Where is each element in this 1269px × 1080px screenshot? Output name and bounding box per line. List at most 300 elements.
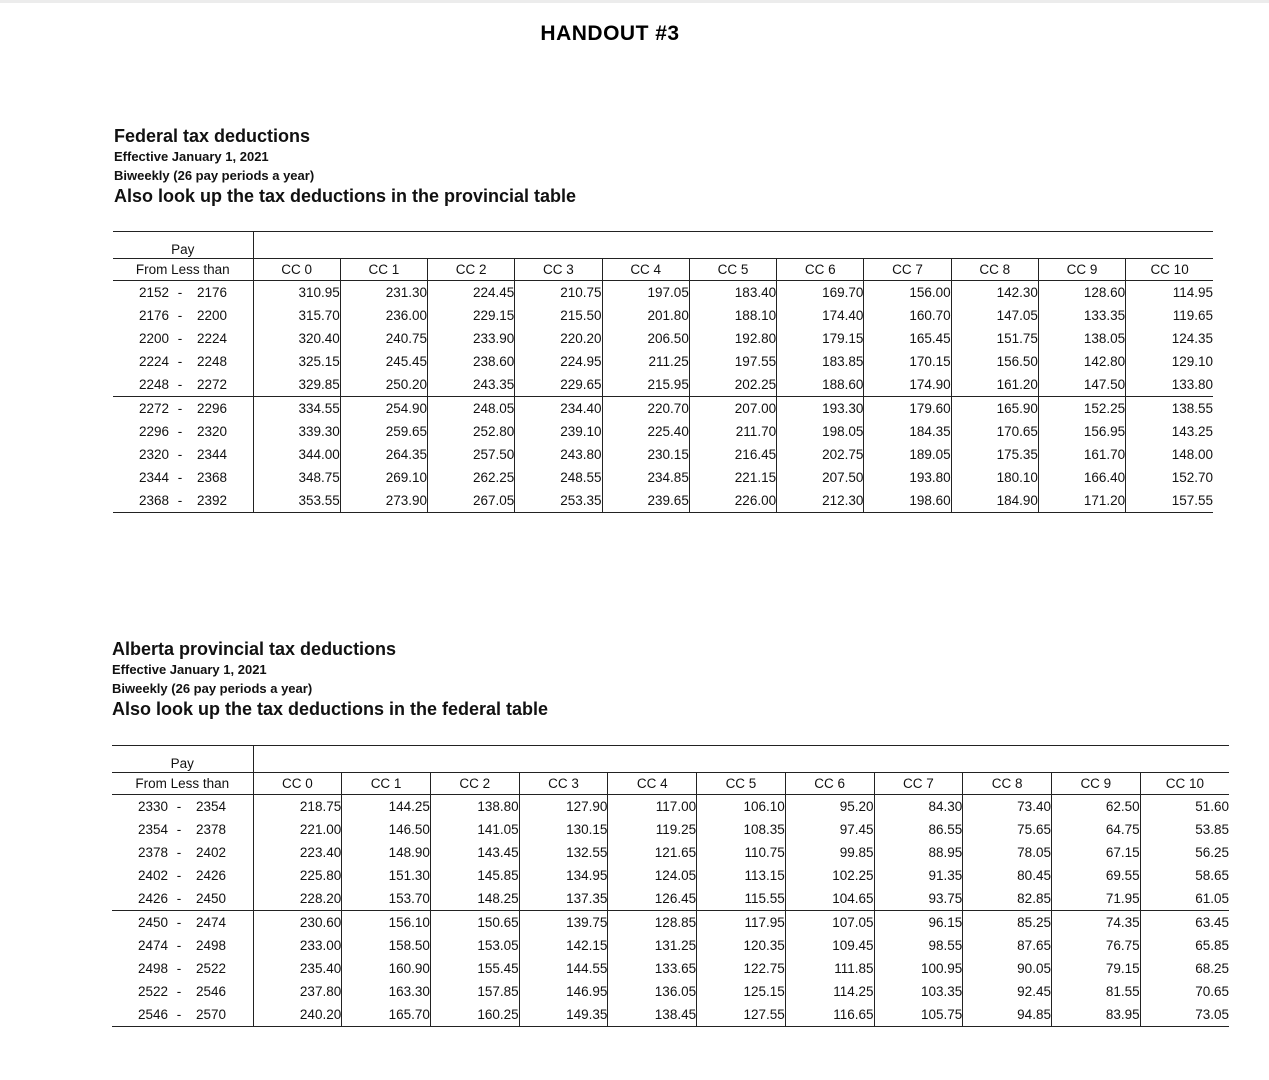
- table-header-row: [112, 773, 1229, 795]
- table-pay-row: [112, 746, 1229, 773]
- deduction-cell-cc-10: 152.70: [1171, 470, 1213, 485]
- deduction-cell-cc-2: 157.85: [430, 980, 519, 1003]
- pay-from: 2320: [138, 447, 169, 462]
- deduction-cell-cc-9: 166.40: [1038, 466, 1125, 489]
- pay-range-cell: [112, 818, 253, 841]
- table-row: [112, 1003, 1229, 1027]
- deduction-cell-cc-6: 207.50: [777, 466, 864, 489]
- deduction-cell-cc-3: 130.15: [519, 818, 608, 841]
- deduction-cell-cc-9: 147.50: [1038, 373, 1125, 397]
- deduction-cell-cc-4: 128.85: [608, 911, 697, 935]
- deduction-cell-cc-3: 127.90: [519, 795, 608, 819]
- deduction-cell-cc-7: 93.75: [874, 887, 963, 911]
- deduction-cell-cc-10: 114.95: [1172, 285, 1213, 300]
- deduction-cell-cc-4: 124.05: [608, 864, 697, 887]
- pay-from: 2522: [137, 984, 168, 999]
- deduction-cell-cc-8: 175.35: [951, 443, 1038, 466]
- table-row: [112, 841, 1229, 864]
- deduction-cell-cc-1: 151.30: [342, 864, 431, 887]
- deduction-cell-cc-3: 142.15: [519, 934, 608, 957]
- pay-from: 2498: [137, 961, 168, 976]
- pay-range-cell: [112, 795, 253, 819]
- deduction-cell-cc-2: 233.90: [428, 327, 515, 350]
- alberta-effective-date: Effective January 1, 2021: [112, 662, 267, 677]
- deduction-cell-cc-0: 353.55: [253, 489, 340, 513]
- deduction-cell-cc-9: 64.75: [1051, 818, 1140, 841]
- deduction-cell-cc-3: 134.95: [519, 864, 608, 887]
- deduction-cell-cc-5: 202.25: [689, 373, 776, 397]
- deduction-cell-cc-8: 156.50: [951, 350, 1038, 373]
- deduction-cell-cc-10: 119.65: [1172, 308, 1213, 323]
- deduction-cell-cc-5: 120.35: [697, 934, 786, 957]
- deduction-cell-cc-2: 160.25: [430, 1003, 519, 1027]
- deduction-cell-cc-2: 143.45: [430, 841, 519, 864]
- deduction-cell-cc-1: 259.65: [340, 420, 427, 443]
- pay-to: 2272: [196, 377, 227, 392]
- deduction-cell-cc-0: 339.30: [253, 420, 340, 443]
- table-row: [112, 911, 1229, 935]
- pay-from: 2354: [137, 822, 168, 837]
- deduction-cell-cc-2: 238.60: [428, 350, 515, 373]
- federal-pay-period: Biweekly (26 pay periods a year): [114, 168, 315, 183]
- range-dash: -: [177, 493, 183, 508]
- pay-range-cell: [113, 350, 253, 373]
- deduction-cell-cc-8: 75.65: [963, 818, 1052, 841]
- column-header-cc-2: CC 2: [430, 773, 519, 795]
- deduction-cell-cc-6: 202.75: [777, 443, 864, 466]
- pay-range-cell: [113, 281, 253, 305]
- range-header: From Less than: [112, 773, 253, 795]
- deduction-cell-cc-8: 92.45: [963, 980, 1052, 1003]
- deduction-cell-cc-4: 133.65: [608, 957, 697, 980]
- table-row: [113, 350, 1213, 373]
- table-row: [112, 980, 1229, 1003]
- pay-from: 2224: [138, 354, 169, 369]
- deduction-cell-cc-9: 142.80: [1038, 350, 1125, 373]
- pay-range-cell: [113, 304, 253, 327]
- alberta-pay-period: Biweekly (26 pay periods a year): [112, 681, 313, 696]
- range-dash: -: [176, 984, 182, 999]
- deduction-cell-cc-3: 215.50: [515, 304, 602, 327]
- deduction-cell-cc-10: 63.45: [1195, 915, 1229, 930]
- deduction-cell-cc-9: 81.55: [1051, 980, 1140, 1003]
- deduction-cell-cc-8: 90.05: [963, 957, 1052, 980]
- deduction-cell-cc-8: 82.85: [963, 887, 1052, 911]
- page-title: HANDOUT #3: [540, 22, 680, 45]
- pay-range-cell: [112, 864, 253, 887]
- deduction-cell-cc-2: 141.05: [430, 818, 519, 841]
- deduction-cell-cc-8: 170.65: [951, 420, 1038, 443]
- deduction-cell-cc-2: 267.05: [428, 489, 515, 513]
- deduction-cell-cc-2: 150.65: [430, 911, 519, 935]
- pay-range-cell: [112, 934, 253, 957]
- deduction-cell-cc-1: 231.30: [340, 281, 427, 305]
- column-header-cc-6: CC 6: [785, 773, 874, 795]
- deduction-cell-cc-0: 344.00: [253, 443, 340, 466]
- deduction-cell-cc-3: 224.95: [515, 350, 602, 373]
- pay-from: 2426: [137, 891, 168, 906]
- deduction-cell-cc-6: 111.85: [785, 957, 874, 980]
- deduction-cell-cc-7: 198.60: [864, 489, 951, 513]
- deduction-cell-cc-6: 188.60: [777, 373, 864, 397]
- range-dash: -: [176, 938, 182, 953]
- deduction-cell-cc-3: 144.55: [519, 957, 608, 980]
- deduction-cell-cc-9: 138.05: [1038, 327, 1125, 350]
- pay-to: 2354: [195, 799, 226, 814]
- deduction-cell-cc-3: 253.35: [515, 489, 602, 513]
- deduction-cell-cc-8: 180.10: [951, 466, 1038, 489]
- deduction-cell-cc-7: 84.30: [874, 795, 963, 819]
- deduction-cell-cc-4: 211.25: [602, 350, 689, 373]
- table-pay-row: [113, 232, 1213, 259]
- deduction-cell-cc-3: 146.95: [519, 980, 608, 1003]
- deduction-cell-cc-3: 149.35: [519, 1003, 608, 1027]
- deduction-cell-cc-5: 216.45: [689, 443, 776, 466]
- deduction-cell-cc-7: 179.60: [864, 397, 951, 421]
- top-rule: [0, 0, 1269, 3]
- deduction-cell-cc-9: 156.95: [1038, 420, 1125, 443]
- deduction-cell-cc-2: 145.85: [430, 864, 519, 887]
- deduction-cell-cc-10: 53.85: [1195, 822, 1229, 837]
- column-header-cc-8: CC 8: [963, 773, 1052, 795]
- range-dash: -: [177, 470, 183, 485]
- column-header-cc-7: CC 7: [874, 773, 963, 795]
- deduction-cell-cc-8: 161.20: [951, 373, 1038, 397]
- pay-from: 2330: [137, 799, 168, 814]
- table-row: [113, 489, 1213, 513]
- pay-range-cell: [113, 489, 253, 513]
- deduction-cell-cc-2: 155.45: [430, 957, 519, 980]
- deduction-cell-cc-1: 245.45: [340, 350, 427, 373]
- range-dash: -: [177, 331, 183, 346]
- deduction-cell-cc-9: 69.55: [1051, 864, 1140, 887]
- pay-from: 2152: [138, 285, 169, 300]
- deduction-cell-cc-6: 116.65: [785, 1003, 874, 1027]
- range-dash: -: [176, 799, 182, 814]
- deduction-cell-cc-0: 235.40: [253, 957, 342, 980]
- table-row: [113, 466, 1213, 489]
- deduction-cell-cc-0: 225.80: [253, 864, 342, 887]
- deduction-cell-cc-0: 221.00: [253, 818, 342, 841]
- pay-range-cell: [113, 443, 253, 466]
- deduction-cell-cc-9: 76.75: [1051, 934, 1140, 957]
- federal-heading: Federal tax deductions: [114, 126, 311, 146]
- deduction-cell-cc-7: 86.55: [874, 818, 963, 841]
- deduction-cell-cc-1: 160.90: [342, 957, 431, 980]
- table-row: [113, 281, 1213, 305]
- table-row: [113, 397, 1213, 421]
- deduction-cell-cc-5: 113.15: [697, 864, 786, 887]
- pay-label: Pay: [112, 746, 253, 773]
- deduction-cell-cc-0: 237.80: [253, 980, 342, 1003]
- range-dash: -: [176, 1007, 182, 1022]
- deduction-cell-cc-7: 91.35: [874, 864, 963, 887]
- deduction-cell-cc-7: 98.55: [874, 934, 963, 957]
- range-dash: -: [177, 354, 183, 369]
- deduction-cell-cc-4: 201.80: [602, 304, 689, 327]
- pay-to: 2450: [195, 891, 226, 906]
- deduction-cell-cc-1: 146.50: [342, 818, 431, 841]
- table-row: [112, 887, 1229, 911]
- deduction-cell-cc-10: 73.05: [1140, 1003, 1229, 1027]
- deduction-cell-cc-9: 152.25: [1038, 397, 1125, 421]
- deduction-cell-cc-10: 58.65: [1195, 868, 1229, 883]
- range-dash: -: [176, 961, 182, 976]
- deduction-cell-cc-4: 138.45: [608, 1003, 697, 1027]
- column-header-cc-8: CC 8: [951, 259, 1038, 281]
- deduction-cell-cc-9: 79.15: [1051, 957, 1140, 980]
- column-header-cc-0: CC 0: [253, 259, 340, 281]
- pay-range-cell: [113, 373, 253, 397]
- deduction-cell-cc-10: 129.10: [1171, 354, 1213, 369]
- deduction-cell-cc-0: 348.75: [253, 466, 340, 489]
- deduction-cell-cc-1: 269.10: [340, 466, 427, 489]
- deduction-cell-cc-0: 329.85: [253, 373, 340, 397]
- alberta-section-header: [112, 638, 548, 720]
- deduction-cell-cc-5: 106.10: [697, 795, 786, 819]
- table-row: [113, 373, 1213, 397]
- deduction-cell-cc-8: 184.90: [951, 489, 1038, 513]
- deduction-cell-cc-4: 215.95: [602, 373, 689, 397]
- deduction-cell-cc-7: 88.95: [874, 841, 963, 864]
- pay-to: 2320: [196, 424, 227, 439]
- pay-to: 2224: [196, 331, 227, 346]
- column-header-cc-9: CC 9: [1051, 773, 1140, 795]
- deduction-cell-cc-4: 230.15: [602, 443, 689, 466]
- column-header-cc-4: CC 4: [602, 259, 689, 281]
- federal-effective-date: Effective January 1, 2021: [114, 149, 269, 164]
- federal-note: Also look up the tax deductions in the provincial table: [114, 186, 577, 206]
- deduction-cell-cc-8: 147.05: [951, 304, 1038, 327]
- deduction-cell-cc-5: 125.15: [697, 980, 786, 1003]
- column-header-cc-1: CC 1: [342, 773, 431, 795]
- column-header-cc-7: CC 7: [864, 259, 951, 281]
- pay-label: Pay: [113, 232, 253, 259]
- deduction-cell-cc-8: 78.05: [963, 841, 1052, 864]
- deduction-cell-cc-7: 165.45: [864, 327, 951, 350]
- pay-from: 2344: [138, 470, 169, 485]
- deduction-cell-cc-10: 138.55: [1171, 401, 1213, 416]
- column-header-cc-4: CC 4: [608, 773, 697, 795]
- deduction-cell-cc-0: 334.55: [253, 397, 340, 421]
- deduction-cell-cc-5: 207.00: [689, 397, 776, 421]
- alberta-heading: Alberta provincial tax deductions: [112, 639, 397, 659]
- deduction-cell-cc-5: 127.55: [697, 1003, 786, 1027]
- deduction-cell-cc-6: 193.30: [777, 397, 864, 421]
- pay-range-cell: [112, 887, 253, 911]
- deduction-cell-cc-2: 262.25: [428, 466, 515, 489]
- deduction-cell-cc-5: 115.55: [697, 887, 786, 911]
- range-dash: -: [176, 915, 182, 930]
- deduction-cell-cc-1: 144.25: [342, 795, 431, 819]
- column-header-cc-6: CC 6: [777, 259, 864, 281]
- deduction-cell-cc-6: 212.30: [777, 489, 864, 513]
- deduction-cell-cc-7: 184.35: [864, 420, 951, 443]
- table-row: [112, 795, 1229, 819]
- deduction-cell-cc-2: 252.80: [428, 420, 515, 443]
- deduction-cell-cc-3: 220.20: [515, 327, 602, 350]
- column-header-cc-3: CC 3: [515, 259, 602, 281]
- deduction-cell-cc-5: 226.00: [689, 489, 776, 513]
- deduction-cell-cc-0: 218.75: [253, 795, 342, 819]
- deduction-cell-cc-4: 119.25: [608, 818, 697, 841]
- pay-range-cell: [113, 397, 253, 421]
- deduction-cell-cc-10: 51.60: [1195, 799, 1229, 814]
- range-dash: -: [177, 308, 183, 323]
- deduction-cell-cc-1: 240.75: [340, 327, 427, 350]
- range-dash: -: [177, 377, 183, 392]
- pay-from: 2402: [137, 868, 168, 883]
- table-header-row: [113, 259, 1213, 281]
- table-row: [112, 864, 1229, 887]
- deduction-cell-cc-4: 121.65: [608, 841, 697, 864]
- deduction-cell-cc-0: 320.40: [253, 327, 340, 350]
- deduction-cell-cc-3: 210.75: [515, 281, 602, 305]
- deduction-cell-cc-6: 198.05: [777, 420, 864, 443]
- deduction-cell-cc-8: 165.90: [951, 397, 1038, 421]
- deduction-cell-cc-0: 310.95: [253, 281, 340, 305]
- deduction-cell-cc-1: 165.70: [342, 1003, 431, 1027]
- deduction-cell-cc-3: 248.55: [515, 466, 602, 489]
- deduction-cell-cc-6: 104.65: [785, 887, 874, 911]
- range-dash: -: [176, 822, 182, 837]
- pay-to: 2344: [196, 447, 227, 462]
- deduction-cell-cc-8: 80.45: [963, 864, 1052, 887]
- deduction-cell-cc-5: 192.80: [689, 327, 776, 350]
- pay-to: 2176: [196, 285, 227, 300]
- deduction-cell-cc-8: 87.65: [963, 934, 1052, 957]
- pay-to: 2402: [195, 845, 226, 860]
- deduction-cell-cc-10: 61.05: [1140, 887, 1229, 911]
- table-row: [113, 304, 1213, 327]
- pay-from: 2368: [138, 493, 169, 508]
- deduction-cell-cc-5: 117.95: [697, 911, 786, 935]
- pay-to: 2378: [195, 822, 226, 837]
- deduction-cell-cc-7: 160.70: [864, 304, 951, 327]
- deduction-cell-cc-6: 107.05: [785, 911, 874, 935]
- alberta-note: Also look up the tax deductions in the federal table: [112, 699, 549, 719]
- range-dash: -: [177, 447, 183, 462]
- pay-to: 2200: [196, 308, 227, 323]
- deduction-cell-cc-5: 221.15: [689, 466, 776, 489]
- range-dash: -: [177, 285, 183, 300]
- deduction-cell-cc-5: 110.75: [697, 841, 786, 864]
- deduction-cell-cc-9: 71.95: [1051, 887, 1140, 911]
- pay-to: 2296: [196, 401, 227, 416]
- pay-from: 2296: [138, 424, 169, 439]
- pay-to: 2522: [195, 961, 226, 976]
- deduction-cell-cc-0: 223.40: [253, 841, 342, 864]
- deduction-cell-cc-2: 153.05: [430, 934, 519, 957]
- deduction-cell-cc-1: 156.10: [342, 911, 431, 935]
- deduction-cell-cc-4: 234.85: [602, 466, 689, 489]
- deduction-cell-cc-10: 148.00: [1171, 447, 1213, 462]
- deduction-cell-cc-0: 240.20: [253, 1003, 342, 1027]
- range-dash: -: [176, 891, 182, 906]
- deduction-cell-cc-7: 105.75: [874, 1003, 963, 1027]
- deduction-cell-cc-8: 94.85: [963, 1003, 1052, 1027]
- deduction-cell-cc-3: 234.40: [515, 397, 602, 421]
- deduction-cell-cc-9: 74.35: [1051, 911, 1140, 935]
- deduction-cell-cc-4: 136.05: [608, 980, 697, 1003]
- federal-tax-table: [113, 231, 1213, 513]
- deduction-cell-cc-3: 139.75: [519, 911, 608, 935]
- deduction-cell-cc-9: 161.70: [1038, 443, 1125, 466]
- deduction-cell-cc-9: 171.20: [1038, 489, 1125, 513]
- pay-range-cell: [113, 420, 253, 443]
- column-header-cc-10: CC 10: [1126, 259, 1213, 281]
- deduction-cell-cc-3: 137.35: [519, 887, 608, 911]
- pay-to: 2368: [196, 470, 227, 485]
- pay-to: 2570: [195, 1007, 226, 1022]
- deduction-cell-cc-3: 229.65: [515, 373, 602, 397]
- deduction-cell-cc-5: 108.35: [697, 818, 786, 841]
- pay-from: 2450: [137, 915, 168, 930]
- deduction-cell-cc-10: 65.85: [1195, 938, 1229, 953]
- deduction-cell-cc-6: 97.45: [785, 818, 874, 841]
- deduction-cell-cc-7: 193.80: [864, 466, 951, 489]
- deduction-cell-cc-10: 133.80: [1126, 373, 1213, 397]
- deduction-cell-cc-7: 103.35: [874, 980, 963, 1003]
- deduction-cell-cc-7: 156.00: [864, 281, 951, 305]
- table-row: [112, 934, 1229, 957]
- column-header-cc-2: CC 2: [428, 259, 515, 281]
- column-header-cc-0: CC 0: [253, 773, 342, 795]
- deduction-cell-cc-1: 236.00: [340, 304, 427, 327]
- deduction-cell-cc-2: 248.05: [428, 397, 515, 421]
- range-dash: -: [177, 401, 183, 416]
- header-spacer: [253, 746, 1229, 773]
- column-header-cc-1: CC 1: [340, 259, 427, 281]
- deduction-cell-cc-8: 73.40: [963, 795, 1052, 819]
- pay-from: 2176: [138, 308, 169, 323]
- deduction-cell-cc-10: 157.55: [1126, 489, 1213, 513]
- deduction-cell-cc-9: 133.35: [1038, 304, 1125, 327]
- pay-to: 2546: [195, 984, 226, 999]
- pay-from: 2378: [137, 845, 168, 860]
- pay-range-cell: [113, 466, 253, 489]
- deduction-cell-cc-0: 233.00: [253, 934, 342, 957]
- table-row: [112, 818, 1229, 841]
- deduction-cell-cc-5: 122.75: [697, 957, 786, 980]
- deduction-cell-cc-2: 148.25: [430, 887, 519, 911]
- column-header-cc-10: CC 10: [1140, 773, 1229, 795]
- deduction-cell-cc-5: 197.55: [689, 350, 776, 373]
- deduction-cell-cc-7: 96.15: [874, 911, 963, 935]
- deduction-cell-cc-6: 179.15: [777, 327, 864, 350]
- deduction-cell-cc-6: 114.25: [785, 980, 874, 1003]
- deduction-cell-cc-6: 102.25: [785, 864, 874, 887]
- deduction-cell-cc-4: 197.05: [602, 281, 689, 305]
- deduction-cell-cc-1: 163.30: [342, 980, 431, 1003]
- table-row: [113, 443, 1213, 466]
- pay-to: 2498: [195, 938, 226, 953]
- deduction-cell-cc-4: 206.50: [602, 327, 689, 350]
- column-header-cc-5: CC 5: [697, 773, 786, 795]
- deduction-cell-cc-2: 229.15: [428, 304, 515, 327]
- deduction-cell-cc-0: 230.60: [253, 911, 342, 935]
- deduction-cell-cc-2: 243.35: [428, 373, 515, 397]
- pay-to: 2426: [195, 868, 226, 883]
- deduction-cell-cc-9: 67.15: [1051, 841, 1140, 864]
- deduction-cell-cc-10: 143.25: [1171, 424, 1213, 439]
- deduction-cell-cc-0: 315.70: [253, 304, 340, 327]
- deduction-cell-cc-1: 254.90: [340, 397, 427, 421]
- deduction-cell-cc-1: 250.20: [340, 373, 427, 397]
- deduction-cell-cc-9: 128.60: [1038, 281, 1125, 305]
- deduction-cell-cc-6: 174.40: [777, 304, 864, 327]
- deduction-cell-cc-2: 257.50: [428, 443, 515, 466]
